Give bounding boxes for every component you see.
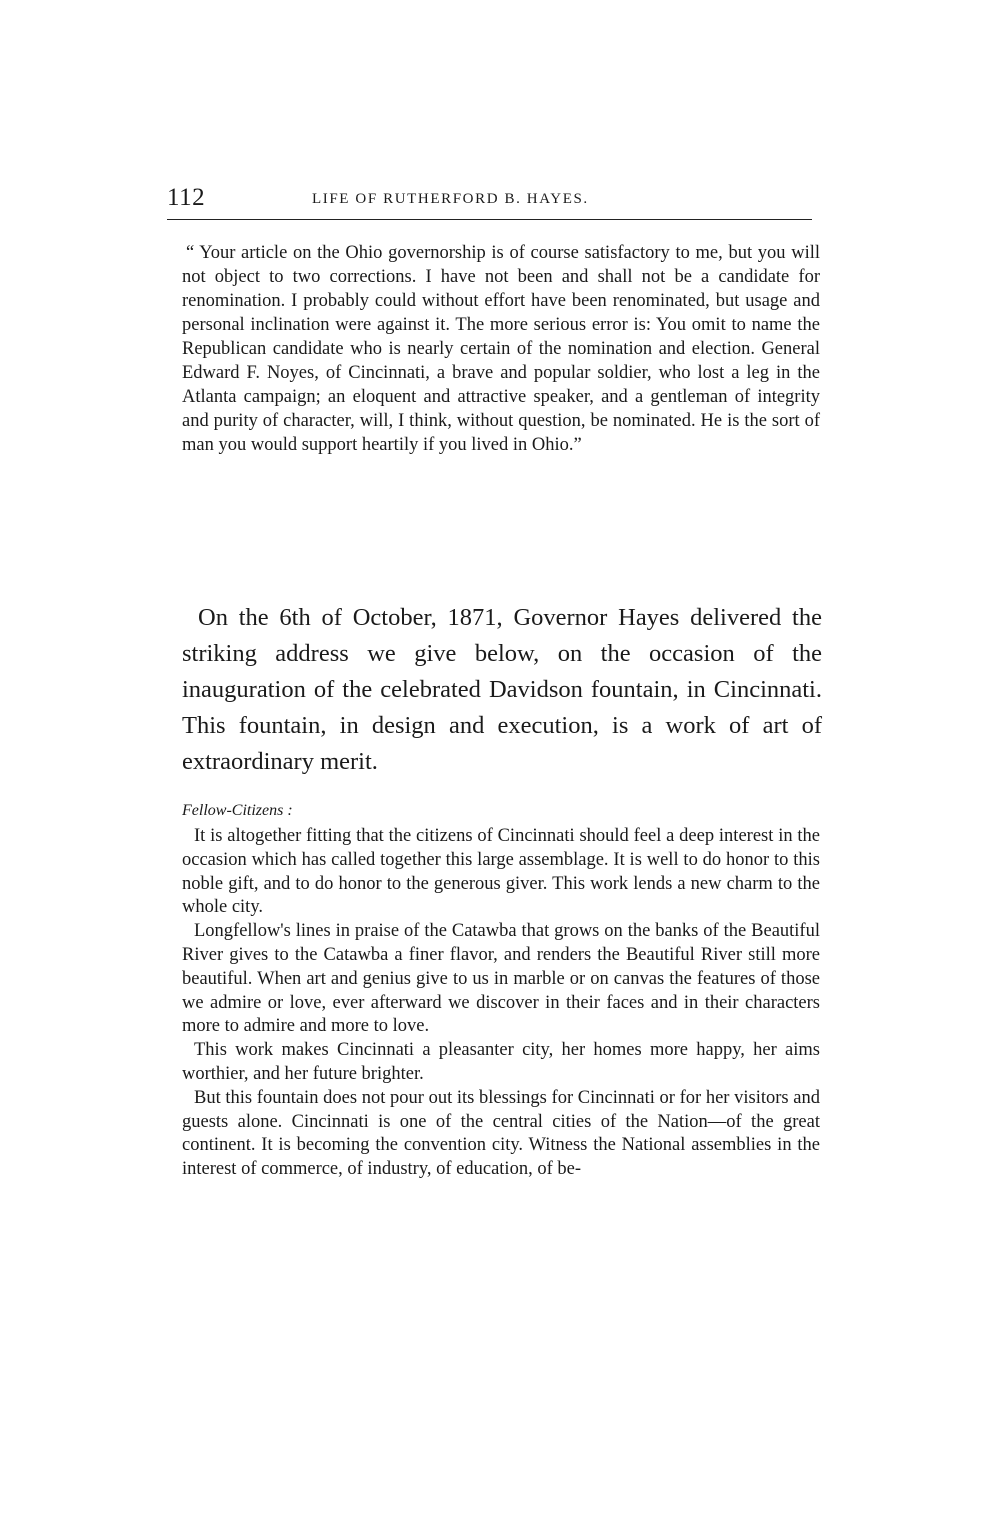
running-title: LIFE OF RUTHERFORD B. HAYES. <box>312 191 589 207</box>
speech-paragraph: But this fountain does not pour out its blessings for Cincinnati or for her visitors and guests alone. Cincinnati is one of the central cities of the Nation—of the great continent. It is becoming the convention city. Witness the National assemblies in the interest of commerce, of industry, of education, of be- <box>182 1087 820 1180</box>
quote-paragraph: “ Your article on the Ohio governorship is of course satisfactory to me, but you will not object to two corrections. I have not been and shall not be a candidate for renomination. I probably could without effort have been renominated, but usage and personal inclination were against it. The more serious error is: You omit to name the Republican candidate who is nearly certain of the nomination and election. General Edward F. Noyes, of Cincinnati, a brave and popular soldier, who lost a leg in the Atlanta campaign; an eloquent and attractive speaker, and a gentleman of integrity and purity of character, will, I think, without question, be nominated. He is the sort of man you would support heartily if you lived in Ohio.” <box>182 243 820 455</box>
speech-paragraph: Longfellow's lines in praise of the Catawba that grows on the banks of the Beautiful River gives to the Catawba a finer flavor, and renders the Beautiful River still more beautiful. When art and genius give to us in marble or on canvas the features of those we admire or love, ever afterward we discover in their faces and in their characters more to admire and more to love. <box>182 921 820 1037</box>
intro-paragraph: On the 6th of October, 1871, Governor Hayes delivered the striking address we give below, on the occasion of the inauguration of the celebrated Davidson fountain, in Cincinnati. This fountain, in design and execution, is a work of art of extraordinary merit. <box>182 604 822 775</box>
speech-salutation: Fellow-Citizens : <box>182 802 293 819</box>
speech-paragraph: It is altogether fitting that the citizens of Cincinnati should feel a deep interest in the occasion which has called together this large assemblage. It is well to do honor to this noble gift, and to do honor to the generous giver. This work lends a new charm to the whole city. <box>182 826 820 918</box>
header-rule <box>167 219 812 220</box>
speech <box>182 800 820 1182</box>
speech-paragraph: This work makes Cincinnati a pleasanter city, her homes more happy, her aims worthier, and her future brighter. <box>182 1040 820 1084</box>
running-head <box>167 183 817 213</box>
page-number: 112 <box>167 184 206 211</box>
letter-quote <box>182 241 820 457</box>
intro-paragraph-block <box>182 600 822 780</box>
